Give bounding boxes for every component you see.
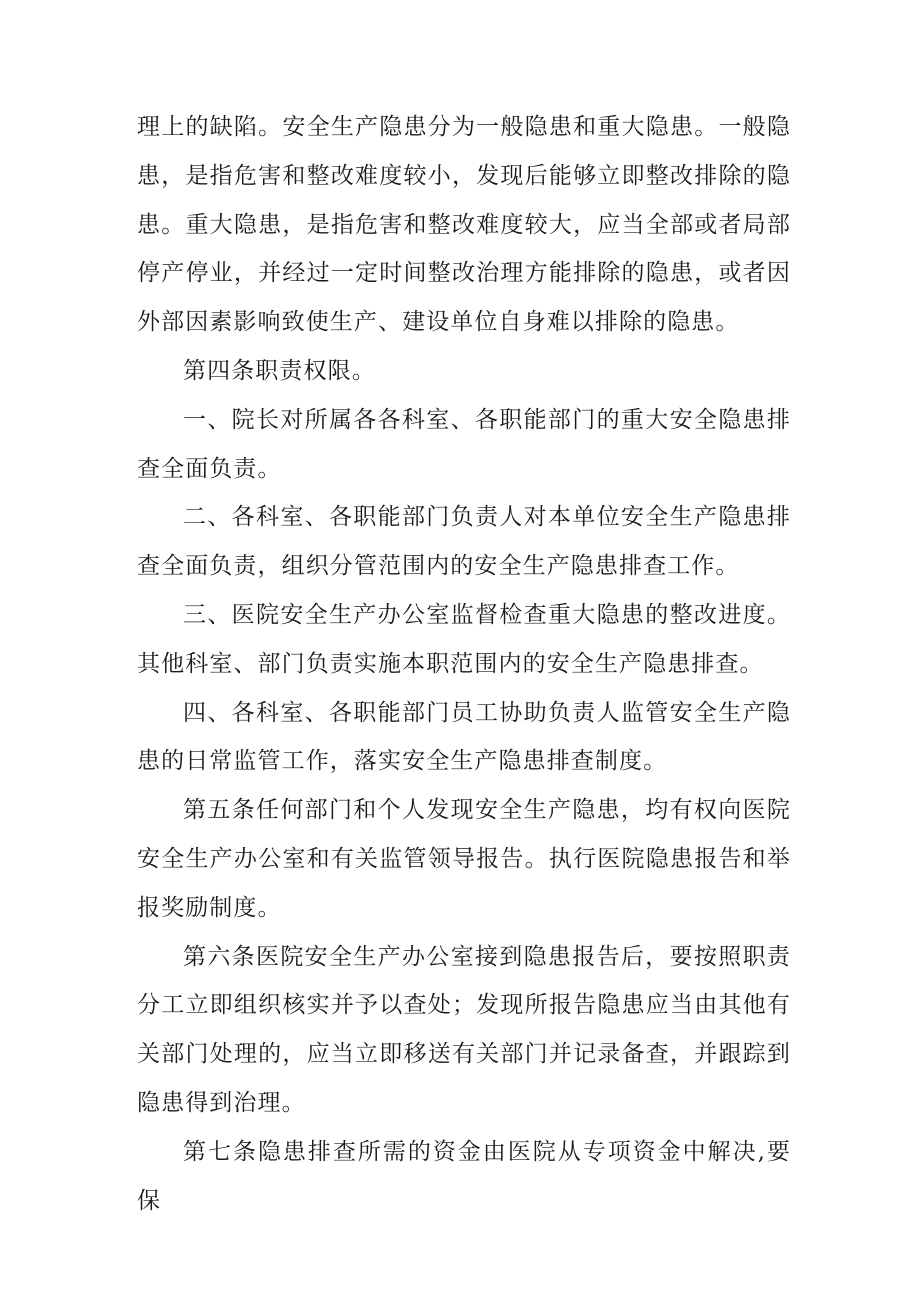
paragraph-hazard-definition: 理上的缺陷。安全生产隐患分为一般隐患和重大隐患。一般隐患，是指危害和整改难度较小，发现后能够立即整改排除的隐患。重大隐患，是指危害和整改难度较大，应当全部或者局部停产停业，并经过一定时间整改治理方能排除的隐患，或者因外部因素影响致使生产、建设单位自身难以排除的隐患。 — [137, 114, 791, 336]
paragraph-article-5: 第五条任何部门和个人发现安全生产隐患，均有权向医院安全生产办公室和有关监管领导报告。执行医院隐患报告和举报奖励制度。 — [137, 797, 791, 921]
paragraph-article-6: 第六条医院安全生产办公室接到隐患报告后，要按照职责分工立即组织核实并予以查处；发现所报告隐患应当由其他有关部门处理的，应当立即移送有关部门并记录备查，并跟踪到隐患得到治理。 — [137, 943, 791, 1116]
paragraph-article-4-item-1: 一、院长对所属各各科室、各职能部门的重大安全隐患排查全面负责。 — [137, 406, 791, 482]
paragraph-article-4-item-2: 二、各科室、各职能部门负责人对本单位安全生产隐患排查全面负责，组织分管范围内的安全生产隐患排查工作。 — [137, 504, 791, 580]
paragraph-article-4-heading: 第四条职责权限。 — [183, 357, 376, 384]
paragraph-article-4-item-4: 四、各科室、各职能部门员工协助负责人监管安全生产隐患的日常监管工作，落实安全生产隐患排查制度。 — [137, 699, 791, 775]
document-body — [137, 103, 791, 1225]
paragraph-article-4-item-3: 三、医院安全生产办公室监督检查重大隐患的整改进度。其他科室、部门负责实施本职范围内的安全生产隐患排查。 — [137, 601, 791, 677]
paragraph-article-7: 第七条隐患排查所需的资金由医院从专项资金中解决,要保 — [137, 1138, 791, 1214]
